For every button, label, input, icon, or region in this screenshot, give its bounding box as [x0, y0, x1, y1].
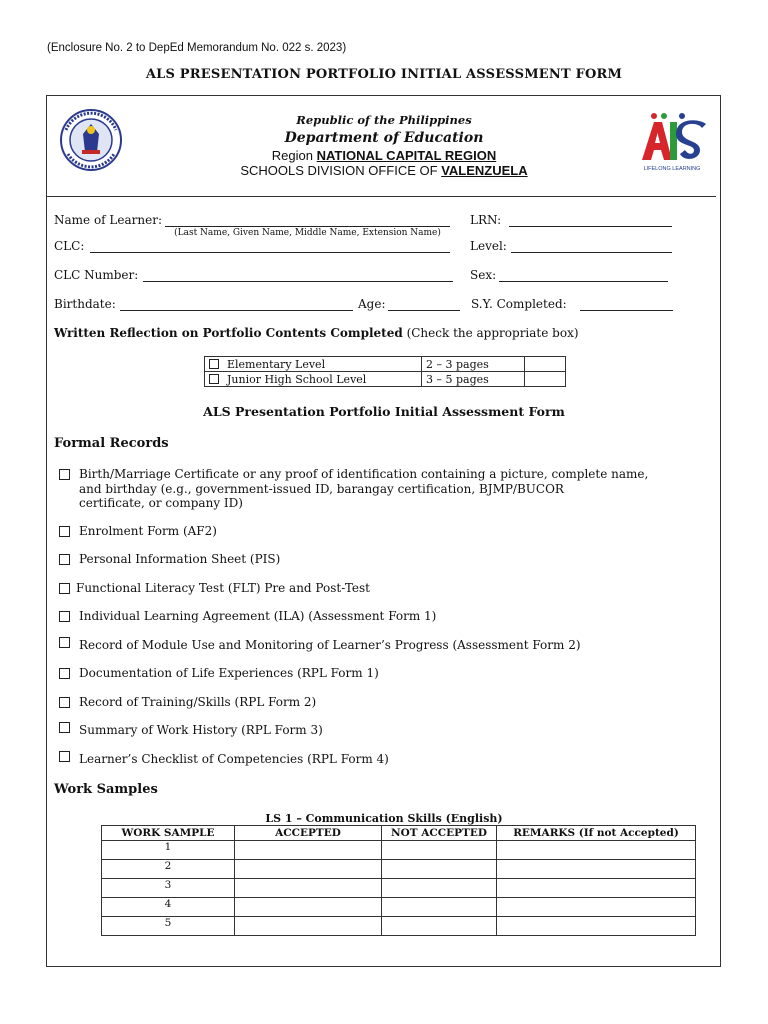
form-title: ALS PRESENTATION PORTFOLIO INITIAL ASSESSMENT FORM: [145, 67, 623, 82]
checkbox[interactable]: [59, 697, 70, 708]
level-name: Junior High School Level: [227, 372, 367, 386]
column-header: NOT ACCEPTED: [382, 826, 497, 841]
remarks-cell[interactable]: [497, 898, 696, 917]
sample-number: 5: [102, 917, 235, 936]
item-text: Individual Learning Agreement (ILA) (Assessment Form 1): [79, 609, 437, 623]
sample-number: 1: [102, 841, 235, 860]
table-row: [205, 357, 566, 372]
header-divider: [47, 196, 716, 197]
clc-number-field[interactable]: [143, 281, 453, 282]
age-field[interactable]: [388, 310, 460, 311]
age-label: Age:: [358, 297, 386, 311]
item-text: Record of Module Use and Monitoring of Learner’s Progress (Assessment Form 2): [79, 638, 581, 652]
accepted-cell[interactable]: [235, 879, 382, 898]
list-item: [59, 723, 699, 739]
sdo-label: SCHOOLS DIVISION OFFICE OF: [240, 163, 438, 178]
checkbox[interactable]: [59, 668, 70, 679]
clc-label: CLC:: [54, 239, 85, 253]
sample-number: 3: [102, 879, 235, 898]
enclosure-note: (Enclosure No. 2 to DepEd Memorandum No. 022 s. 2023): [47, 42, 347, 54]
checkbox[interactable]: [59, 469, 70, 480]
checkbox[interactable]: [209, 374, 219, 384]
not-accepted-cell[interactable]: [382, 898, 497, 917]
level-label: Level:: [470, 239, 507, 253]
republic-text: Republic of the Philippines: [296, 113, 472, 127]
level-field[interactable]: [511, 252, 672, 253]
item-text-line: certificate, or company ID): [79, 496, 243, 510]
not-accepted-cell[interactable]: [382, 841, 497, 860]
sample-number: 4: [102, 898, 235, 917]
not-accepted-cell[interactable]: [382, 917, 497, 936]
lrn-label: LRN:: [470, 213, 502, 227]
level-cell: [205, 357, 422, 372]
item-text: Record of Training/Skills (RPL Form 2): [79, 695, 317, 709]
list-item: [59, 524, 699, 540]
level-name: Elementary Level: [227, 357, 326, 371]
accepted-cell[interactable]: [235, 860, 382, 879]
check-cell[interactable]: [525, 357, 566, 372]
name-label: Name of Learner:: [54, 213, 162, 227]
list-item: [59, 609, 699, 625]
sdo-value: VALENZUELA: [441, 163, 528, 178]
sex-field[interactable]: [499, 281, 668, 282]
table-row: [102, 898, 696, 917]
column-header: WORK SAMPLE: [102, 826, 235, 841]
item-text: Learner’s Checklist of Competencies (RPL Form 4): [79, 752, 389, 766]
reflection-level-table: [204, 356, 566, 387]
item-text: Summary of Work History (RPL Form 3): [79, 723, 323, 737]
item-text: Functional Literacy Test (FLT) Pre and Post-Test: [76, 581, 371, 595]
name-format-note: (Last Name, Given Name, Middle Name, Extension Name): [174, 228, 441, 238]
remarks-cell[interactable]: [497, 860, 696, 879]
item-text: Personal Information Sheet (PIS): [79, 552, 281, 566]
list-item: [59, 467, 699, 512]
check-cell[interactable]: [525, 372, 566, 387]
birthdate-field[interactable]: [120, 310, 353, 311]
pages-cell: 3 – 5 pages: [422, 372, 525, 387]
table-row: [102, 860, 696, 879]
sy-completed-label: S.Y. Completed:: [471, 297, 567, 311]
clc-number-label: CLC Number:: [54, 268, 139, 282]
checkbox[interactable]: [59, 611, 70, 622]
ls1-title: LS 1 – Communication Skills (English): [265, 812, 503, 825]
sy-completed-field[interactable]: [580, 310, 673, 311]
region-value: NATIONAL CAPITAL REGION: [316, 148, 497, 163]
name-field[interactable]: [165, 226, 450, 227]
table-row: [102, 841, 696, 860]
checkbox[interactable]: [59, 554, 70, 565]
checkbox[interactable]: [59, 583, 70, 594]
column-header: REMARKS (If not Accepted): [497, 826, 696, 841]
not-accepted-cell[interactable]: [382, 879, 497, 898]
remarks-cell[interactable]: [497, 917, 696, 936]
sample-number: 2: [102, 860, 235, 879]
department-text: Department of Education: [284, 130, 484, 146]
sex-label: Sex:: [470, 268, 497, 282]
pages-cell: 2 – 3 pages: [422, 357, 525, 372]
accepted-cell[interactable]: [235, 841, 382, 860]
accepted-cell[interactable]: [235, 898, 382, 917]
checkbox[interactable]: [59, 722, 70, 733]
table-row: [102, 917, 696, 936]
checkbox[interactable]: [59, 637, 70, 648]
reflection-instruction: [54, 326, 579, 340]
checkbox[interactable]: [209, 359, 219, 369]
als-tagline: LIFELONG LEARNING: [643, 166, 701, 172]
clc-field[interactable]: [90, 252, 450, 253]
region-label: Region: [271, 148, 313, 163]
accepted-cell[interactable]: [235, 917, 382, 936]
table-row: [102, 879, 696, 898]
list-item: [59, 752, 699, 768]
remarks-cell[interactable]: [497, 841, 696, 860]
item-text: Documentation of Life Experiences (RPL Form 1): [79, 666, 379, 680]
item-text-line: Birth/Marriage Certificate or any proof of identification containing a picture, complete name,: [79, 467, 649, 481]
item-text-line: and birthday (e.g., government-issued ID, barangay certification, BJMP/BUCOR: [79, 482, 564, 496]
reflection-note: (Check the appropriate box): [406, 326, 579, 340]
column-header: ACCEPTED: [235, 826, 382, 841]
reflection-bold: Written Reflection on Portfolio Contents Completed: [54, 326, 403, 340]
list-item: [59, 666, 699, 682]
table-row: [205, 372, 566, 387]
not-accepted-cell[interactable]: [382, 860, 497, 879]
level-cell: [205, 372, 422, 387]
work-sample-table: [101, 825, 696, 936]
work-samples-heading: Work Samples: [54, 782, 158, 797]
birthdate-label: Birthdate:: [54, 297, 116, 311]
table-header-row: [102, 826, 696, 841]
item-text: Enrolment Form (AF2): [79, 524, 217, 538]
list-item: [59, 581, 699, 597]
formal-records-heading: Formal Records: [54, 436, 169, 451]
list-item: [59, 552, 699, 568]
checkbox[interactable]: [59, 751, 70, 762]
list-item: [59, 695, 699, 711]
checkbox[interactable]: [59, 526, 70, 537]
lrn-field[interactable]: [509, 226, 672, 227]
remarks-cell[interactable]: [497, 879, 696, 898]
section-title: ALS Presentation Portfolio Initial Assessment Form: [203, 404, 565, 419]
list-item: [59, 638, 699, 654]
als-logo-icon: [636, 110, 708, 174]
